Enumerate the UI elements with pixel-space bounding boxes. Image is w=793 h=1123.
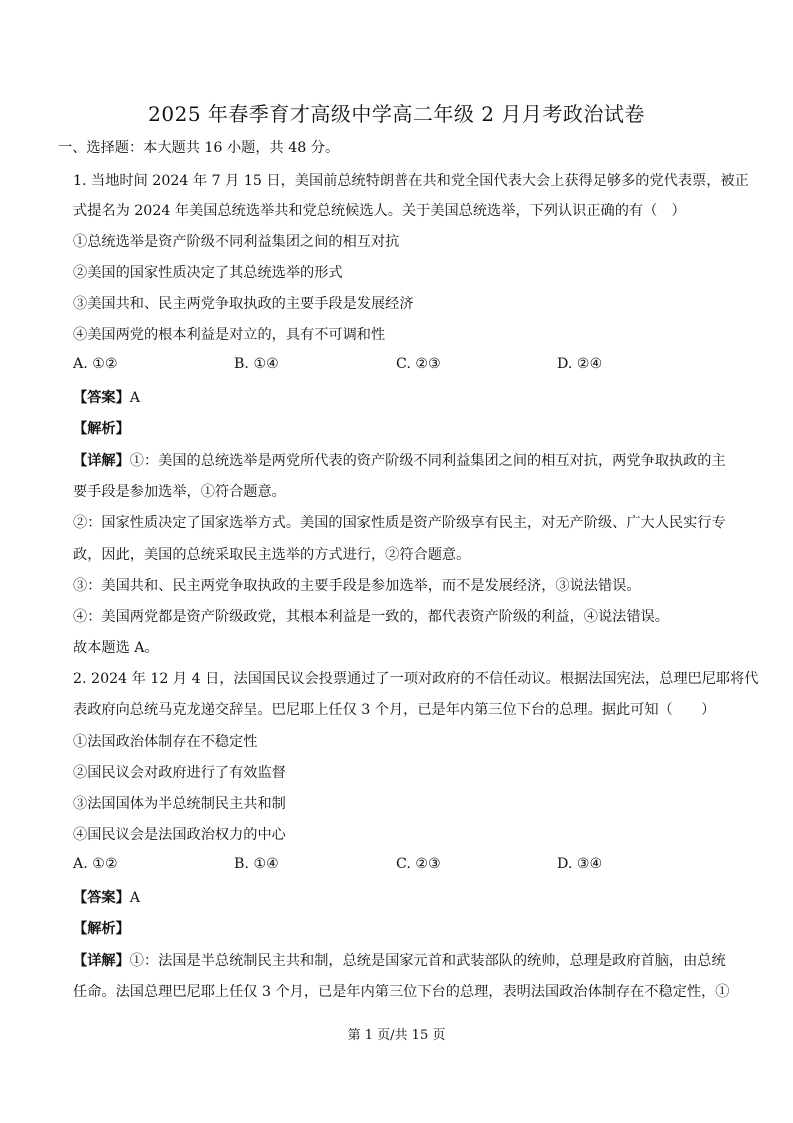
q2-answer bbox=[73, 887, 728, 907]
q1-item-1: ①总统选举是资产阶级不同利益集团之间的相互对抗 bbox=[73, 234, 400, 250]
q1-option-b: B. ①④ bbox=[234, 356, 279, 372]
q2-analysis-tag: 【解析】 bbox=[73, 921, 130, 937]
q1-detail-line-1 bbox=[73, 450, 728, 470]
q2-option-d: D. ③④ bbox=[557, 856, 603, 872]
q2-answer-value: A bbox=[129, 890, 141, 906]
q1-option-d: D. ②④ bbox=[557, 356, 603, 372]
q2-answer-tag: 【答案】 bbox=[73, 890, 130, 906]
q1-option-c: C. ②③ bbox=[396, 356, 441, 372]
q2-option-a: A. ①② bbox=[73, 856, 118, 872]
q2-detail-line-1 bbox=[73, 950, 728, 970]
q1-detail-line-5: ③：美国共和、民主两党争取执政的主要手段是参加选举，而不是发展经济，③说法错误。 bbox=[73, 578, 641, 594]
q2-detail-line-2: 任命。法国总理巴尼耶上任仅 3 个月，已是年内第三位下台的总理，表明法国政治体制存在不稳定性，① bbox=[73, 984, 730, 1000]
q1-item-2: ②美国的国家性质决定了其总统选举的形式 bbox=[73, 265, 343, 281]
q2-detail-text-1: ①：法国是半总统制民主共和制，总统是国家元首和武装部队的统帅，总理是政府首脑，由总统 bbox=[129, 953, 726, 969]
q1-detail-line-3: ②：国家性质决定了国家选举方式。美国的国家性质是资产阶级享有民主，对无产阶级、广大人民实行专 bbox=[73, 515, 726, 531]
q1-detail-line-6: ④：美国两党都是资产阶级政党，其根本利益是一致的，都代表资产阶级的利益，④说法错误。 bbox=[73, 609, 669, 625]
q2-item-4: ④国民议会是法国政治权力的中心 bbox=[73, 827, 286, 843]
q1-answer bbox=[73, 387, 728, 407]
q1-item-4: ④美国两党的根本利益是对立的，具有不可调和性 bbox=[73, 327, 386, 343]
q2-item-3: ③法国国体为半总统制民主共和制 bbox=[73, 796, 286, 812]
q2-item-2: ②国民议会对政府进行了有效监督 bbox=[73, 765, 286, 781]
page-title: 2025 年春季育才高级中学高二年级 2 月月考政治试卷 bbox=[148, 102, 645, 126]
q1-item-3: ③美国共和、民主两党争取执政的主要手段是发展经济 bbox=[73, 296, 414, 312]
q1-detail-text-1: ①：美国的总统选举是两党所代表的资产阶级不同利益集团之间的相互对抗，两党争取执政的主 bbox=[129, 453, 726, 469]
q1-stem-line-1: 1. 当地时间 2024 年 7 月 15 日，美国前总统特朗普在共和党全国代表大会上获得足够多的党代表票，被正 bbox=[73, 173, 749, 189]
q1-answer-value: A bbox=[129, 390, 141, 406]
q1-stem-line-2: 式提名为 2024 年美国总统选举共和党总统候选人。关于美国总统选举，下列认识正确的有（ ） bbox=[73, 203, 686, 219]
q2-detail-tag: 【详解】 bbox=[73, 953, 130, 969]
q1-analysis-tag: 【解析】 bbox=[73, 421, 130, 437]
q2-option-c: C. ②③ bbox=[396, 856, 441, 872]
q1-detail-line-4: 政，因此，美国的总统采取民主选举的方式进行，②符合题意。 bbox=[73, 547, 471, 563]
q1-option-a: A. ①② bbox=[73, 356, 118, 372]
q1-answer-tag: 【答案】 bbox=[73, 390, 130, 406]
q1-detail-line-2: 要手段是参加选举，①符合题意。 bbox=[73, 484, 286, 500]
q1-detail-tag: 【详解】 bbox=[73, 453, 130, 469]
section-heading: 一、选择题：本大题共 16 小题，共 48 分。 bbox=[58, 140, 340, 156]
q2-stem-line-2: 表政府向总统马克龙递交辞呈。巴尼耶上任仅 3 个月，已是年内第三位下台的总理。据此可知（ ） bbox=[73, 702, 716, 718]
q2-stem-line-1: 2. 2024 年 12 月 4 日，法国国民议会投票通过了一项对政府的不信任动议。根据法国宪法，总理巴尼耶将代 bbox=[73, 671, 759, 687]
page-footer: 第 1 页/共 15 页 bbox=[347, 1028, 446, 1043]
q2-option-b: B. ①④ bbox=[234, 856, 279, 872]
q1-conclusion: 故本题选 A。 bbox=[73, 640, 159, 656]
q2-item-1: ①法国政治体制存在不稳定性 bbox=[73, 734, 258, 750]
